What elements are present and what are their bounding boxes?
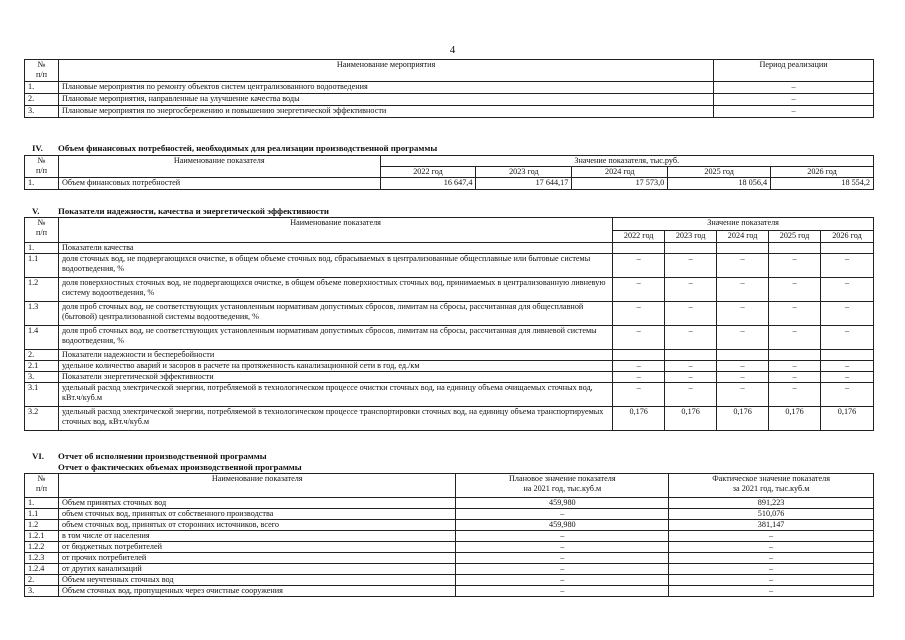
value-cell: –	[717, 383, 769, 407]
value-cell: –	[717, 372, 769, 383]
row-name: Плановые мероприятия, направленные на улучшение качества воды	[58, 94, 713, 106]
row-num: 1.2.4	[25, 564, 59, 575]
row-num: 1.2	[25, 278, 59, 302]
value-cell: 16 647,4	[380, 178, 476, 190]
value-cell: –	[821, 278, 874, 302]
row-num: 2.	[25, 350, 59, 361]
value-cell: –	[769, 254, 821, 278]
fact-cell: 891,223	[669, 498, 874, 509]
row-period: –	[714, 94, 874, 106]
row-name: доля сточных вод, не подвергающихся очистке, в общем объеме сточных вод, сбрасываемых в централизованные общесплавные или бытовые системы водоотведения, %	[58, 254, 612, 278]
value-cell: –	[613, 302, 665, 326]
value-cell: 18 056,4	[668, 178, 771, 190]
value-cell: –	[613, 372, 665, 383]
plan-cell: 459,980	[456, 498, 669, 509]
plan-cell: –	[456, 509, 669, 520]
row-num: 1.1	[25, 509, 59, 520]
row-name: Объем финансовых потребностей	[58, 178, 380, 190]
page-number: 4	[449, 44, 456, 56]
value-cell: 0,176	[717, 407, 769, 431]
value-cell: –	[769, 361, 821, 372]
row-num: 3.1	[25, 383, 59, 407]
row-name: от других канализаций	[58, 564, 455, 575]
row-name: от бюджетных потребителей	[58, 542, 455, 553]
value-cell: 0,176	[613, 407, 665, 431]
section-number: IV.	[32, 143, 43, 153]
value-cell: 17 644,17	[476, 178, 572, 190]
section-number: VI.	[32, 451, 44, 461]
indicators-table	[24, 217, 874, 431]
value-cell: –	[769, 278, 821, 302]
value-cell: –	[769, 326, 821, 350]
fact-cell: –	[669, 553, 874, 564]
row-name: Плановые мероприятия по энергосбережению и повышению энергетической эффективности	[58, 106, 713, 118]
col-header-value: Значение показателя	[613, 218, 874, 231]
col-header-period: Период реализации	[714, 60, 874, 82]
col-header-name: Наименование мероприятия	[58, 60, 713, 82]
row-name: доля проб сточных вод, не соответствующих установленным нормативам допустимых сбросов, лимитам на сбросы, рассчитанная для ливневой системы водоотведения, %	[58, 326, 612, 350]
section-number: V.	[32, 206, 40, 216]
col-header-fact: Фактическое значение показателя за 2021 год, тыс.куб.м	[669, 474, 874, 498]
row-name: Объем сточных вод, пропущенных через очистные сооружения	[58, 586, 455, 597]
value-cell: –	[717, 361, 769, 372]
row-num: 3.	[25, 106, 59, 118]
value-cell: –	[717, 302, 769, 326]
section-title: Объем финансовых потребностей, необходимых для реализации производственной программы	[58, 143, 438, 153]
value-cell: –	[665, 383, 717, 407]
fact-cell: 381,147	[669, 520, 874, 531]
value-cell: 0,176	[769, 407, 821, 431]
row-name: Плановые мероприятия по ремонту объектов систем централизованного водоотведения	[58, 82, 713, 94]
row-num: 1.	[25, 178, 59, 190]
value-cell: –	[821, 361, 874, 372]
value-cell: –	[665, 302, 717, 326]
section-title: Показатели надежности, качества и энергетической эффективности	[58, 206, 329, 216]
row-num: 2.	[25, 94, 59, 106]
row-num: 3.2	[25, 407, 59, 431]
row-num: 1.2.2	[25, 542, 59, 553]
col-header-value: Значение показателя, тыс.руб.	[380, 156, 873, 167]
value-cell: –	[665, 372, 717, 383]
row-name: объем сточных вод, принятых от сторонних источников, всего	[58, 520, 455, 531]
value-cell: –	[613, 254, 665, 278]
plan-cell: –	[456, 542, 669, 553]
col-header-plan: Плановое значение показателя на 2021 год, тыс.куб.м	[456, 474, 669, 498]
value-cell: –	[717, 326, 769, 350]
year-header: 2026 год	[771, 167, 874, 178]
col-header-num: № п/п	[25, 156, 59, 178]
row-period: –	[714, 82, 874, 94]
row-name: от прочих потребителей	[58, 553, 455, 564]
value-cell: –	[613, 278, 665, 302]
row-num: 1.2.1	[25, 531, 59, 542]
col-header-name: Наименование показателя	[58, 156, 380, 178]
year-header: 2024 год	[717, 231, 769, 243]
value-cell: –	[613, 383, 665, 407]
row-num: 3.	[25, 372, 59, 383]
row-name: удельный расход электрической энергии, потребляемой в технологическом процессе транспортировки сточных вод, на единицу объема транспортируемых сточных вод, кВт.ч/куб.м	[58, 407, 612, 431]
fact-cell: –	[669, 531, 874, 542]
row-period: –	[714, 106, 874, 118]
value-cell: –	[613, 326, 665, 350]
plan-cell: –	[456, 553, 669, 564]
value-cell: –	[717, 278, 769, 302]
value-cell: –	[769, 383, 821, 407]
plan-cell: –	[456, 531, 669, 542]
value-cell: –	[665, 361, 717, 372]
row-name: Объем неучтенных сточных вод	[58, 575, 455, 586]
row-name: объем сточных вод, принятых от собственного производства	[58, 509, 455, 520]
section-5-heading	[32, 206, 329, 216]
plan-cell: –	[456, 586, 669, 597]
row-num: 2.	[25, 575, 59, 586]
plan-cell: –	[456, 575, 669, 586]
section-6-subtitle: Отчет о фактических объемах производственной программы	[58, 462, 302, 472]
value-cell: –	[821, 326, 874, 350]
year-header: 2023 год	[665, 231, 717, 243]
year-header: 2026 год	[821, 231, 874, 243]
fact-cell: –	[669, 586, 874, 597]
group-row-name: Показатели надежности и бесперебойности	[58, 350, 612, 361]
col-header-name: Наименование показателя	[58, 474, 455, 498]
year-header: 2022 год	[380, 167, 476, 178]
row-num: 1.	[25, 243, 59, 254]
plan-cell: –	[456, 564, 669, 575]
col-header-name: Наименование показателя	[58, 218, 612, 243]
value-cell: –	[821, 302, 874, 326]
year-header: 2024 год	[572, 167, 668, 178]
row-name: удельное количество аварий и засоров в расчете на протяженность канализационной сети в год, ед./км	[58, 361, 612, 372]
value-cell: 0,176	[821, 407, 874, 431]
section-title: Отчет об исполнении производственной программы	[58, 451, 267, 461]
row-name: доля поверхностных сточных вод, не подвергающихся очистке, в общем объеме поверхностных сточных вод, принимаемых в централизованную ливневую систему водоотведения, %	[58, 278, 612, 302]
report-table	[24, 473, 874, 597]
value-cell: –	[821, 254, 874, 278]
row-num: 1.3	[25, 302, 59, 326]
row-num: 3.	[25, 586, 59, 597]
value-cell: 0,176	[665, 407, 717, 431]
row-num: 1.1	[25, 254, 59, 278]
row-name: Показатели энергетической эффективности	[58, 372, 612, 383]
row-name: удельный расход электрической энергии, потребляемой в технологическом процессе очистки сточных вод, на единицу объема очищаемых сточных вод, кВт.ч/куб.м	[58, 383, 612, 407]
fact-cell: 510,076	[669, 509, 874, 520]
col-header-num: № п/п	[25, 474, 59, 498]
year-header: 2023 год	[476, 167, 572, 178]
value-cell: 17 573,0	[572, 178, 668, 190]
row-num: 1.2.3	[25, 553, 59, 564]
value-cell: –	[769, 302, 821, 326]
value-cell: –	[769, 372, 821, 383]
col-header-num: № п/п	[25, 218, 59, 243]
group-row-name: Показатели качества	[58, 243, 612, 254]
year-header: 2025 год	[769, 231, 821, 243]
row-name: в том числе от населения	[58, 531, 455, 542]
row-num: 1.2	[25, 520, 59, 531]
year-header: 2022 год	[613, 231, 665, 243]
fact-cell: –	[669, 564, 874, 575]
col-header-num: № п/п	[25, 60, 59, 82]
value-cell: –	[821, 372, 874, 383]
row-num: 1.4	[25, 326, 59, 350]
row-num: 1.	[25, 498, 59, 509]
value-cell: –	[665, 326, 717, 350]
fact-cell: –	[669, 542, 874, 553]
value-cell: –	[821, 383, 874, 407]
plan-cell: 459,980	[456, 520, 669, 531]
row-num: 2.1	[25, 361, 59, 372]
value-cell: 18 554,2	[771, 178, 874, 190]
year-header: 2025 год	[668, 167, 771, 178]
row-num: 1.	[25, 82, 59, 94]
value-cell: –	[665, 278, 717, 302]
section-6-heading	[32, 451, 267, 461]
value-cell: –	[665, 254, 717, 278]
measures-table	[24, 59, 874, 118]
row-name: Объем принятых сточных вод	[58, 498, 455, 509]
fact-cell: –	[669, 575, 874, 586]
row-name: доля проб сточных вод, не соответствующих установленным нормативам допустимых сбросов, лимитам на сбросы, рассчитанная для общесплавной (бытовой) централизованной системы водоотведения, %	[58, 302, 612, 326]
value-cell: –	[717, 254, 769, 278]
value-cell: –	[613, 361, 665, 372]
financial-table	[24, 155, 874, 190]
section-4-heading	[32, 143, 437, 153]
